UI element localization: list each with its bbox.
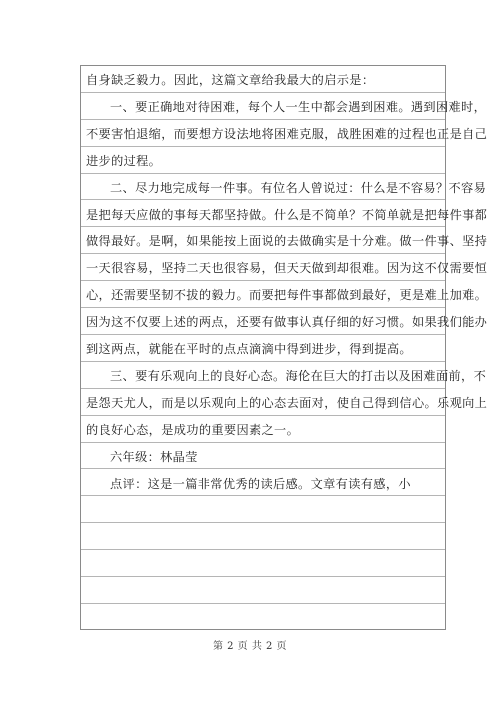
text-line: 一、要正确地对待困难，每个人一生中都会遇到困难。遇到困难时， [81, 93, 445, 120]
text-line: 三、要有乐观向上的良好心态。海伦在巨大的打击以及困难面前，不 [81, 362, 445, 389]
text-line: 是怨天尤人，而是以乐观向上的心态去面对，使自己得到信心。乐观向上 [81, 389, 445, 416]
blank-line [81, 577, 445, 604]
text-line: 六年级：林晶莹 [81, 443, 445, 470]
text-line: 的良好心态，是成功的重要因素之一。 [81, 416, 445, 443]
lined-writing-sheet [80, 65, 488, 630]
text-line: 一天很容易，坚持二天也很容易，但天天做到却很难。因为这不仅需要恒 [81, 254, 445, 281]
text-line: 做得最好。是啊，如果能按上面说的去做确实是十分难。做一件事、坚持 [81, 227, 445, 254]
text-line: 二、尽力地完成每一件事。有位名人曾说过：什么是不容易？不容易 [81, 174, 445, 201]
text-line: 自身缺乏毅力。因此，这篇文章给我最大的启示是： [81, 66, 445, 93]
blank-line [81, 496, 445, 523]
blank-line [81, 604, 445, 631]
text-line: 是把每天应做的事每天都坚持做。什么是不简单？不简单就是把每件事都 [81, 201, 445, 228]
page-number-footer: 第 2 页 共 2 页 [212, 641, 288, 652]
text-line: 心，还需要坚韧不拔的毅力。而要把每件事都做到最好，更是难上加难。 [81, 281, 445, 308]
text-line: 到这两点，就能在平时的点点滴滴中得到进步，得到提高。 [81, 335, 445, 362]
blank-line [81, 523, 445, 550]
blank-line [81, 550, 445, 577]
text-line: 不要害怕退缩，而要想方设法地将困难克服，战胜困难的过程也正是自己 [81, 120, 445, 147]
text-line: 点评：这是一篇非常优秀的读后感。文章有读有感，小 [81, 470, 445, 497]
text-line: 进步的过程。 [81, 147, 445, 174]
text-line: 因为这不仅要上述的两点，还要有做事认真仔细的好习惯。如果我们能办 [81, 308, 445, 335]
